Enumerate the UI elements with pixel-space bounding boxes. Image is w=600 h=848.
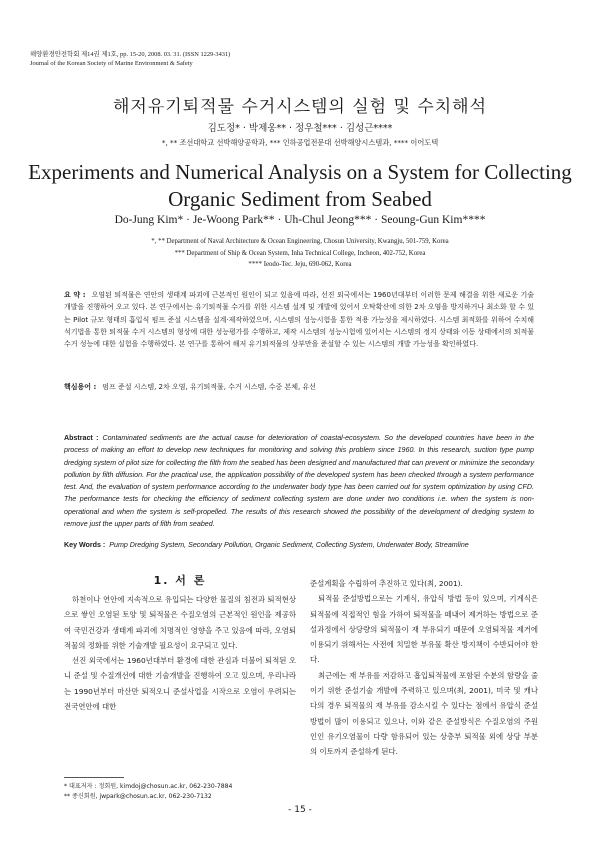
english-affiliations [0,236,600,271]
section-heading-introduction: 1. 서 론 [153,574,207,587]
body-paragraph: 준설계획을 수립하여 추진하고 있다(최, 2001). [310,579,463,588]
korean-keywords-text: 펌프 준설 시스템, 2차 오염, 유기퇴적물, 수거 시스템, 수중 본체, 유선 [102,383,316,391]
body-paragraph: 선진 외국에서는 1960년대부터 환경에 대한 관심과 더불어 퇴적된 오니 준설 및 수질개선에 대한 기술개발을 진행하여 오고 있으며, 우리나라는 1990년부터 마산만 퇴적오니 준설사업을 시작으로 오염이 우려되는 전국연안에 대한 [64,656,296,712]
english-title [0,159,600,213]
english-title-line-1: Experiments and Numerical Analysis on a System for Collecting [28,160,572,184]
english-keywords [64,541,534,549]
korean-authors: 김도정* · 박제웅** · 정우철*** · 김성근**** [207,123,393,134]
page-number: - 15 - [288,805,312,815]
body-paragraph: 하천이나 연안에 지속적으로 유입되는 다양한 물질의 침전과 퇴적현상으로 쌓인 오염된 토양 및 퇴적물은 수질오염의 근본적인 원인을 제공하여 국민건강과 생태계 파괴에 치명적인 영향을 주고 있음에 따라, 오염퇴적물의 정화를 위한 기술개발 필요성이 요구되고 있다. [64,595,296,650]
english-abstract-text: Contaminated sediments are the actual cause for deterioration of coastal-ecosystem. So the developed countries have been in the process of making an effort to develop new techniques for monitoring and solving this problem since 1960. In this research, suction type pump dredging system of pilot size for collecting the filth from the seabed has been designed and manufactured that can prevent or minimize the secondary pollution by filth diffusion. For the practical use, the application possibility of the developed system has been checked through a system performance test. And, the evaluation of system performance according to the underwater body type has been carried out for system optimization by using CFD. The performance tests for checking the efficiency of sediment collecting system are done under two conditions i.e. when the system is non-operational and when the system is self-propelled. The results of this research showed the possibility of the development of dredging system to remove just the upper parts of filth from seabed. [64,434,534,529]
footnotes [64,782,304,802]
footnote: ** 종신회원, jwpark@chosun.ac.kr, 062-230-7132 [64,793,212,801]
korean-affiliations: *, ** 조선대학교 선박해양공학과, *** 인하공업전문대 선박해양시스템과, **** 이어도텍 [161,138,439,147]
korean-abstract-label: 요 약 : [64,291,86,299]
korean-keywords [64,382,534,392]
english-keywords-text: Pump Dredging System, Secondary Pollution, Organic Sediment, Collecting System, Underwater Body, Streamline [109,541,469,549]
journal-citation: 해양환경안전학회 제14권 제1호, pp. 15-20, 2008. 03. 31. (ISSN 1229-3431) [30,51,231,58]
english-authors: Do-Jung Kim* · Je-Woong Park** · Uh-Chul Jeong*** · Seoung-Gun Kim**** [114,214,486,226]
body-paragraph: 최근에는 재 부유를 저감하고 흡입퇴적물에 포함된 수분의 함량을 줄이기 위한 준설기술 개발에 주력하고 있으며(최, 2001), 미국 및 캐나다의 경우 퇴적물의 재 부유를 감소시킬 수 있다는 점에서 유압식 준설방법이 많이 이용되고 있으나, 이와 같은 준설방식은 수질오염의 주원인인 유기오염물이 다량 함유되어 있는 상층부 퇴적물 외에 상당 부분의 이토까지 준설하게 된다. [310,670,538,757]
korean-abstract [64,289,534,350]
korean-title: 해저유기퇴적물 수거시스템의 실험 및 수치해석 [112,97,488,117]
affiliation-line: *** Department of Ship & Ocean System, Inha Technical College, Incheon, 402-752, Korea [174,249,426,257]
journal-header [30,50,230,68]
affiliation-line: **** Ieodo-Tec. Jeju, 690-062, Korea [248,261,352,268]
english-abstract [64,432,534,530]
english-title-line-2: Organic Sediment from Seabed [168,187,432,211]
english-abstract-label: Abstract : [64,434,99,442]
journal-name: Journal of the Korean Society of Marine Environment & Safety [30,60,193,67]
affiliation-line: *, ** Department of Naval Architecture & Ocean Engineering, Chosun University, Kwangju, 501-759, Korea [151,238,449,245]
body-column-right [310,576,538,760]
footnote: * 대표저자 : 정회원, kimdoj@chosun.ac.kr, 062-230-7884 [64,783,233,790]
body-paragraph: 퇴적물 준설방법으로는 기계식, 유압식 방법 등이 있으며, 기계식은 퇴적물에 직접적인 힘을 가하여 퇴적물을 떼내어 제거하는 방법으로 준설과정에서 상당량의 퇴적물이 재 부유되기 때문에 오염퇴적물 제거에 이용되기 위해서는 사전에 치밀한 부유물 확산 방지책이 수반되어야 한다. [310,594,538,665]
korean-keywords-label: 핵심용어 : [64,383,97,391]
body-column-left [64,592,296,714]
english-keywords-label: Key Words : [64,541,106,549]
footnote-divider [64,777,124,778]
korean-abstract-text: 오염된 퇴적물은 연안의 생태계 파괴에 근본적인 원인이 되고 있음에 따라, 선진 외국에서는 1960년대부터 이러한 문제 해결을 위한 새로운 기술개발을 진행하여 오고 있다. 본 연구에서는 유기퇴적물 수거를 위한 시스템 설계 및 개발에 있어서 오탁확산에 의한 2차 오염을 방지하거나 최소화 할 수 있는 Pilot 규모 형태의 흡입식 펌프 준설 시스템을 설계·제작하였으며, 시스템의 성능시험을 통한 적용 가능성을 제시하였다. 시스템 최적화를 위하여 수치해석기법을 통한 퇴적물 수거 시스템의 형상에 대한 성능평가를 수행하고, 제작 시스템의 성능시험에 있어서는 시스템의 정지 상태와 이동 상태에서의 퇴적물 수거 성능에 대한 실험을 수행하였다. 본 연구를 통하여 해저 유기퇴적물의 상부만을 준설할 수 있는 시스템의 개발 가능성을 확인하였다. [64,291,534,349]
